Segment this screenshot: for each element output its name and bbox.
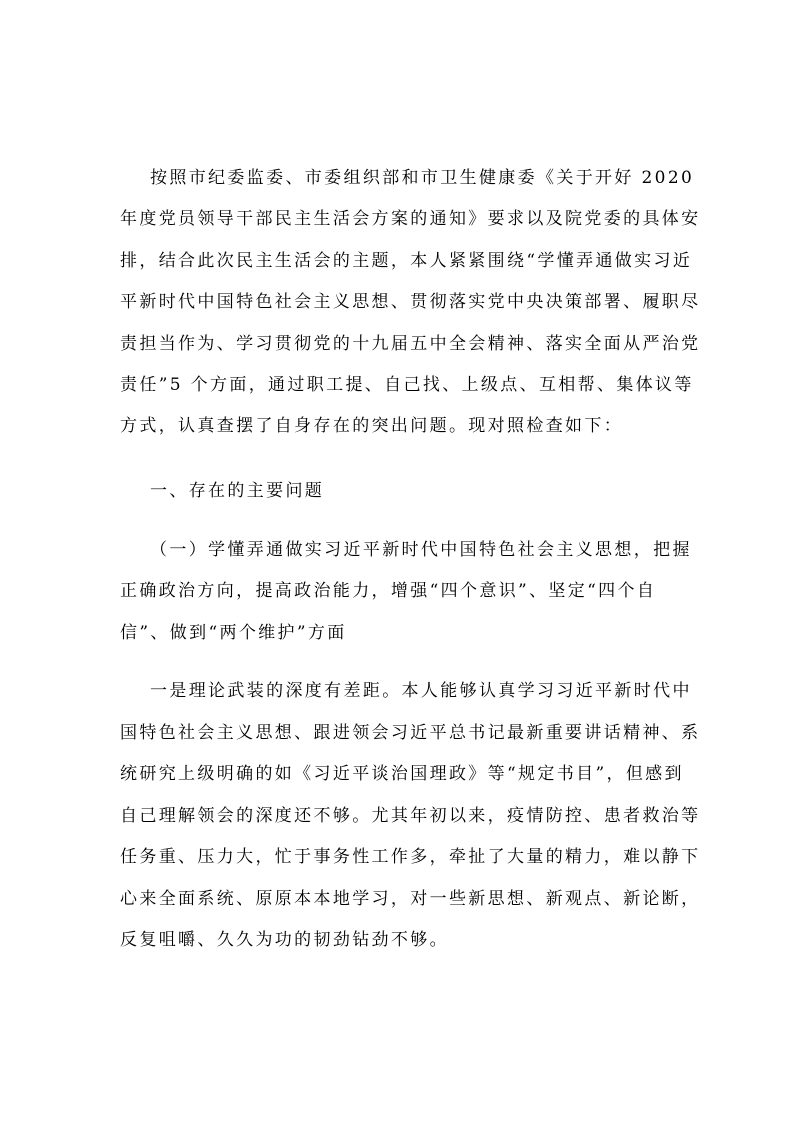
intro-line-6: 责任”5 个方面，通过职工提、自己找、上级点、互相帮、集体议等 (120, 375, 694, 395)
point-1-line-4: 自己理解领会的深度还不够。尤其年初以来，疫情防控、患者救治等 (120, 806, 701, 826)
point-1-line-6: 心来全面系统、原原本本地学习，对一些新思想、新观点、新论断， (120, 889, 701, 909)
subsection-heading-line-1: （一）学懂弄通做实习近平新时代中国特色社会主义思想，把握 (150, 540, 692, 560)
intro-line-7: 方式，认真查摆了自身存在的突出问题。现对照检查如下： (120, 416, 624, 436)
intro-line-4: 平新时代中国特色社会主义思想、贯彻落实党中央决策部署、履职尽 (120, 292, 701, 312)
point-1-line-3: 统研究上级明确的如《习近平谈治国理政》等“规定书目”，但感到 (120, 764, 684, 784)
intro-line-2: 年度党员领导干部民主生活会方案的通知》要求以及院党委的具体安 (120, 209, 701, 229)
point-1-line-1: 一是理论武装的深度有差距。本人能够认真学习习近平新时代中 (150, 681, 692, 701)
intro-line-1: 按照市纪委监委、市委组织部和市卫生健康委《关于开好 2020 (150, 168, 695, 188)
intro-line-5: 责担当作为、学习贯彻党的十九届五中全会精神、落实全面从严治党 (120, 334, 701, 354)
section-heading: 一、存在的主要问题 (150, 481, 325, 501)
subsection-heading-line-2: 正确政治方向，提高政治能力，增强“四个意识”、坚定“四个自 (120, 581, 657, 601)
subsection-heading-line-3: 信”、做到“两个维护”方面 (120, 623, 347, 643)
intro-line-3: 排，结合此次民主生活会的主题，本人紧紧围绕“学懂弄通做实习近 (120, 251, 693, 271)
point-1-line-5: 任务重、压力大，忙于事务性工作多，牵扯了大量的精力，难以静下 (120, 847, 701, 867)
point-1-line-2: 国特色社会主义思想、跟进领会习近平总书记最新重要讲话精神、系 (120, 723, 701, 743)
point-1-line-7: 反复咀嚼、久久为功的韧劲钻劲不够。 (120, 930, 449, 950)
